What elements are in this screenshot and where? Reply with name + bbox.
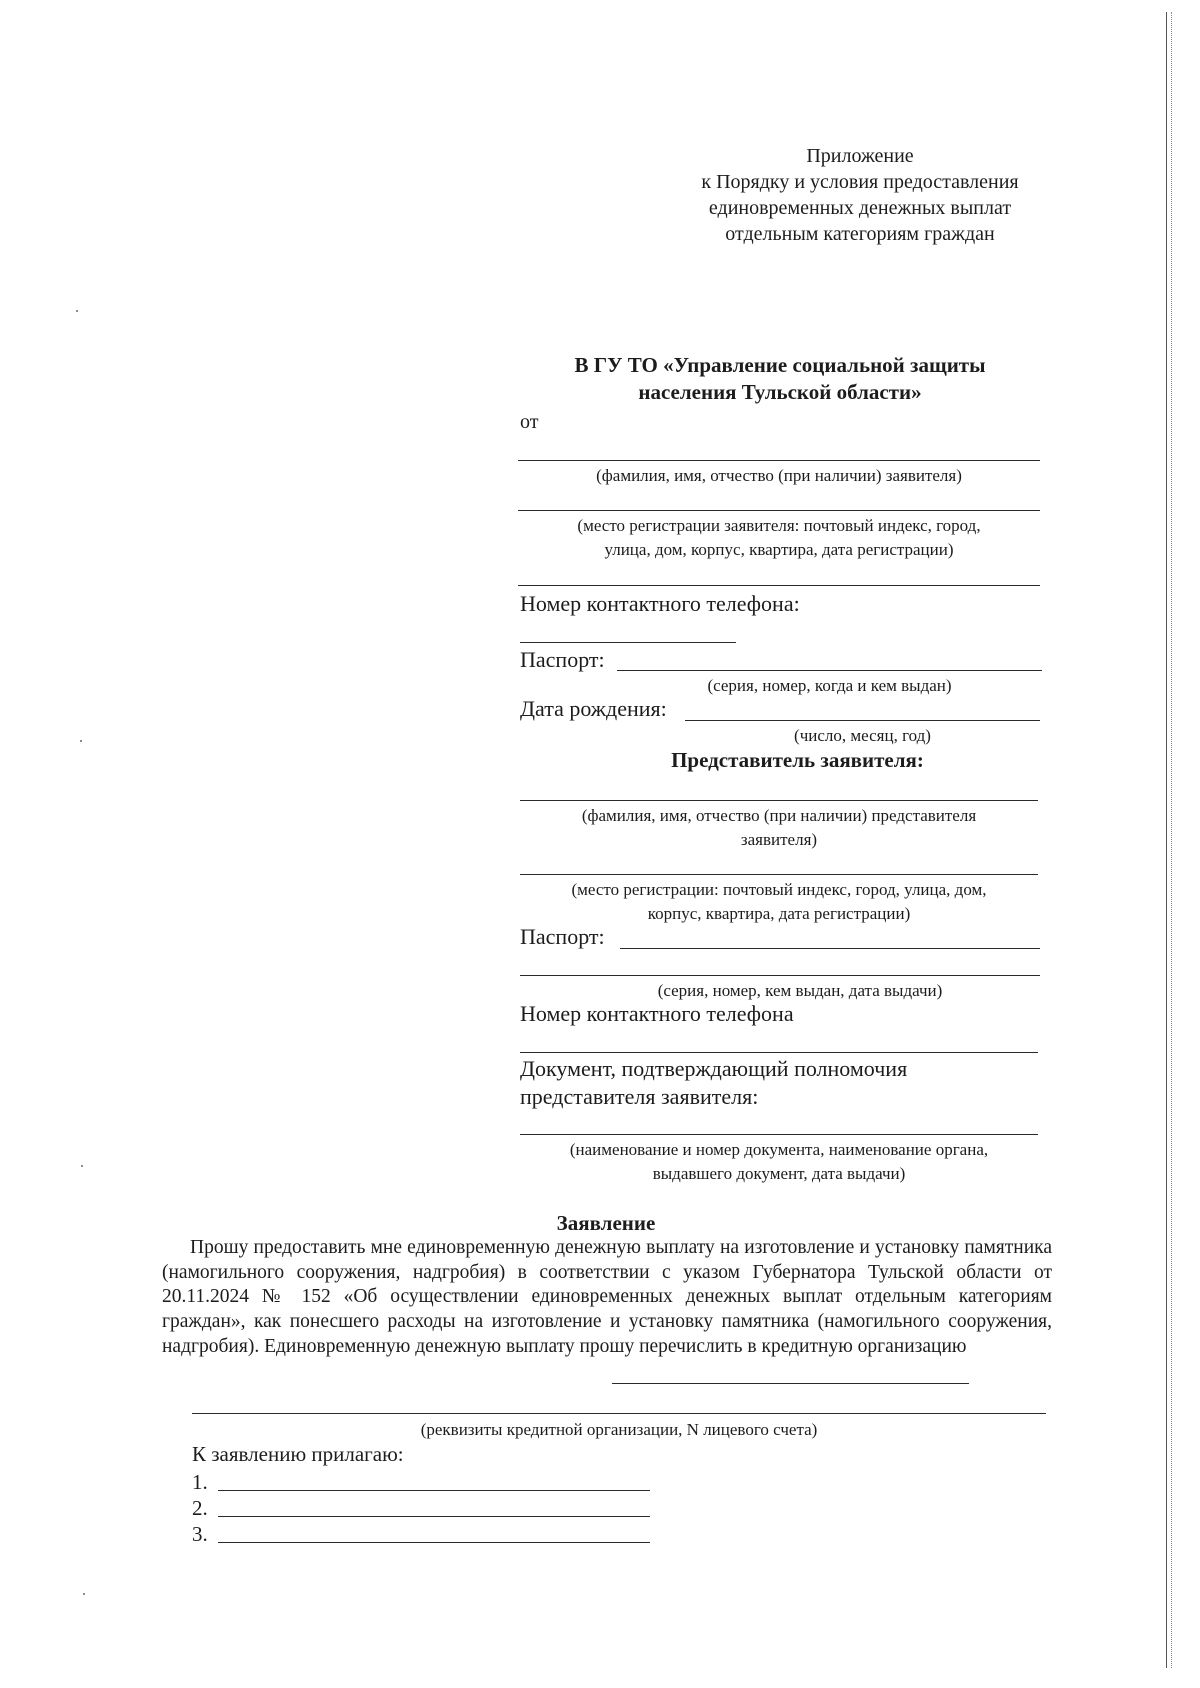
appendix-line: Приложение xyxy=(806,145,914,167)
statement-body: Прошу предоставить мне единовременную денежную выплату на изготовление и установку памятника (намогильного сооружения, надгробия) в соответствии с указом Губернатора Тульской области от 20.11.2024 № 152 «Об осуществлении единовременных денежных выплат отдельным категориям граждан», как понесшего расходы на изготовление и установку памятника (намогильного сооружения, надгробия). Единовременную денежную выплату прошу перечислить в кредитную организацию xyxy=(162,1237,1052,1357)
addressee-line: населения Тульской области» xyxy=(638,380,922,404)
representative-address-field[interactable] xyxy=(520,874,1038,875)
applicant-address-field-2[interactable] xyxy=(518,585,1040,586)
bank-details-field[interactable] xyxy=(192,1413,1046,1414)
representative-authority-label: Документ, подтверждающий полномочия xyxy=(520,1056,908,1081)
applicant-address-caption: улица, дом, корпус, квартира, дата регистрации) xyxy=(604,540,954,559)
statement-title: Заявление xyxy=(556,1211,656,1235)
bank-details-caption: (реквизиты кредитной организации, N лицевого счета) xyxy=(420,1420,818,1439)
applicant-passport-caption: (серия, номер, когда и кем выдан) xyxy=(707,676,952,695)
applicant-name-caption: (фамилия, имя, отчество (при наличии) заявителя) xyxy=(596,466,962,485)
applicant-birth-label: Дата рождения: xyxy=(520,696,667,721)
applicant-name-field[interactable] xyxy=(518,460,1040,461)
representative-name-field[interactable] xyxy=(520,800,1038,801)
attachment-field[interactable] xyxy=(218,1490,650,1491)
representative-passport-caption: (серия, номер, кем выдан, дата выдачи) xyxy=(657,981,943,1000)
representative-address-caption: корпус, квартира, дата регистрации) xyxy=(647,904,911,923)
applicant-passport-label: Паспорт: xyxy=(520,647,605,672)
scan-speck xyxy=(81,1165,83,1167)
representative-passport-field-2[interactable] xyxy=(520,975,1040,976)
applicant-phone-field[interactable] xyxy=(520,642,736,643)
from-label: от xyxy=(520,411,539,433)
representative-phone-label: Номер контактного телефона xyxy=(520,1001,794,1026)
scan-speck xyxy=(80,740,82,742)
appendix-line: отдельным категориям граждан xyxy=(725,223,995,245)
attachment-field[interactable] xyxy=(218,1516,650,1517)
representative-authority-caption: выдавшего документ, дата выдачи) xyxy=(652,1164,906,1183)
appendix-line: единовременных денежных выплат xyxy=(708,197,1012,219)
appendix-line: к Порядку и условия предоставления xyxy=(701,171,1019,193)
representative-authority-caption: (наименование и номер документа, наименование органа, xyxy=(569,1140,989,1159)
applicant-address-caption: (место регистрации заявителя: почтовый индекс, город, xyxy=(577,516,981,535)
representative-name-caption: (фамилия, имя, отчество (при наличии) представителя xyxy=(581,806,977,825)
representative-authority-field[interactable] xyxy=(520,1134,1038,1135)
representative-address-caption: (место регистрации: почтовый индекс, город, улица, дом, xyxy=(571,880,987,899)
bank-field-inline[interactable] xyxy=(612,1383,969,1384)
attachment-number: 1. xyxy=(192,1470,208,1494)
scan-speck xyxy=(76,310,78,312)
applicant-birth-caption: (число, месяц, год) xyxy=(794,726,931,745)
scan-edge-line xyxy=(1166,12,1167,1668)
scan-speck xyxy=(83,1593,85,1595)
attachment-number: 3. xyxy=(192,1522,208,1546)
representative-authority-label: представителя заявителя: xyxy=(520,1084,759,1109)
attachment-number: 2. xyxy=(192,1496,208,1520)
applicant-phone-label: Номер контактного телефона: xyxy=(520,591,800,616)
scan-edge-line xyxy=(1171,12,1172,1668)
attachments-label: К заявлению прилагаю: xyxy=(192,1442,404,1466)
attachment-field[interactable] xyxy=(218,1542,650,1543)
representative-passport-field[interactable] xyxy=(620,948,1040,949)
representative-passport-label: Паспорт: xyxy=(520,924,605,949)
applicant-address-field[interactable] xyxy=(518,510,1040,511)
representative-phone-field[interactable] xyxy=(520,1052,1038,1053)
addressee-line: В ГУ ТО «Управление социальной защиты xyxy=(574,353,986,377)
representative-heading: Представитель заявителя: xyxy=(671,748,924,772)
applicant-passport-field[interactable] xyxy=(617,670,1042,671)
applicant-birth-field[interactable] xyxy=(685,720,1040,721)
representative-name-caption: заявителя) xyxy=(740,830,818,849)
